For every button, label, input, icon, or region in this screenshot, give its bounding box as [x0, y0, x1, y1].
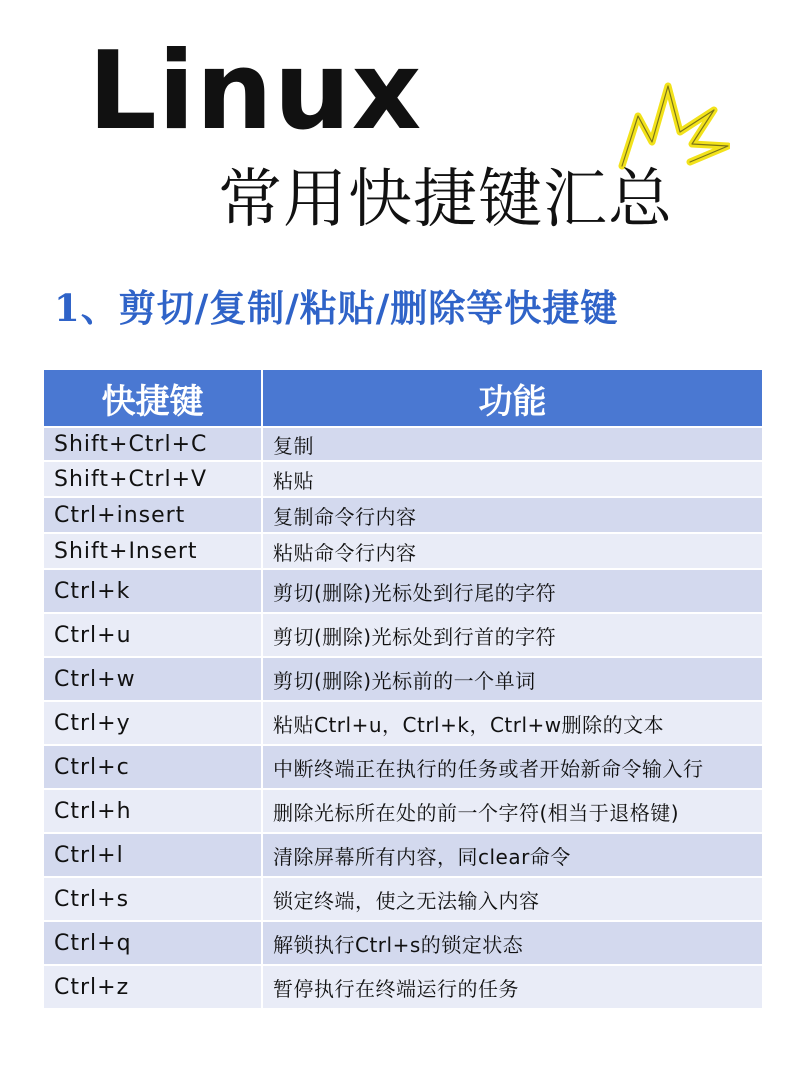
shortcut-function: 剪切(删除)光标处到行首的字符: [262, 613, 762, 657]
shortcut-function: 粘贴Ctrl+u，Ctrl+k，Ctrl+w删除的文本: [262, 701, 762, 745]
shortcut-key: Ctrl+k: [44, 569, 262, 613]
shortcut-table: [44, 370, 762, 1010]
shortcut-key: Ctrl+s: [44, 877, 262, 921]
table-row: [44, 497, 762, 533]
shortcut-function: 复制命令行内容: [262, 497, 762, 533]
shortcut-key: Ctrl+l: [44, 833, 262, 877]
shortcut-key: Shift+Ctrl+C: [44, 427, 262, 461]
header-shortcut: 快捷键: [44, 370, 262, 427]
page-subtitle: 常用快捷键汇总: [218, 163, 673, 237]
shortcut-key: Ctrl+q: [44, 921, 262, 965]
table-row: [44, 965, 762, 1009]
table-row: [44, 461, 762, 497]
table-header-row: [44, 370, 762, 427]
shortcut-key: Ctrl+u: [44, 613, 262, 657]
spark-icon: [610, 80, 730, 170]
shortcut-function: 粘贴命令行内容: [262, 533, 762, 569]
shortcut-key: Ctrl+w: [44, 657, 262, 701]
table-row: [44, 427, 762, 461]
table-row: [44, 745, 762, 789]
shortcut-key: Ctrl+insert: [44, 497, 262, 533]
shortcut-function: 解锁执行Ctrl+s的锁定状态: [262, 921, 762, 965]
shortcut-key: Ctrl+c: [44, 745, 262, 789]
shortcut-function: 暂停执行在终端运行的任务: [262, 965, 762, 1009]
shortcut-function: 复制: [262, 427, 762, 461]
shortcut-key: Shift+Ctrl+V: [44, 461, 262, 497]
table-row: [44, 701, 762, 745]
table-row: [44, 569, 762, 613]
page-title: Linux: [88, 29, 423, 154]
shortcut-function: 锁定终端，使之无法输入内容: [262, 877, 762, 921]
shortcut-function: 清除屏幕所有内容，同clear命令: [262, 833, 762, 877]
shortcut-key: Ctrl+z: [44, 965, 262, 1009]
section-heading: 1、剪切/复制/粘贴/删除等快捷键: [54, 286, 619, 330]
table-row: [44, 789, 762, 833]
shortcut-key: Shift+Insert: [44, 533, 262, 569]
header-function: 功能: [262, 370, 762, 427]
table-row: [44, 613, 762, 657]
shortcut-key: Ctrl+h: [44, 789, 262, 833]
table-row: [44, 533, 762, 569]
shortcut-key: Ctrl+y: [44, 701, 262, 745]
table-row: [44, 921, 762, 965]
shortcut-function: 剪切(删除)光标处到行尾的字符: [262, 569, 762, 613]
shortcut-function: 删除光标所在处的前一个字符(相当于退格键): [262, 789, 762, 833]
table-row: [44, 877, 762, 921]
table-row: [44, 657, 762, 701]
table-row: [44, 833, 762, 877]
shortcut-function: 中断终端正在执行的任务或者开始新命令输入行: [262, 745, 762, 789]
shortcut-function: 剪切(删除)光标前的一个单词: [262, 657, 762, 701]
shortcut-function: 粘贴: [262, 461, 762, 497]
